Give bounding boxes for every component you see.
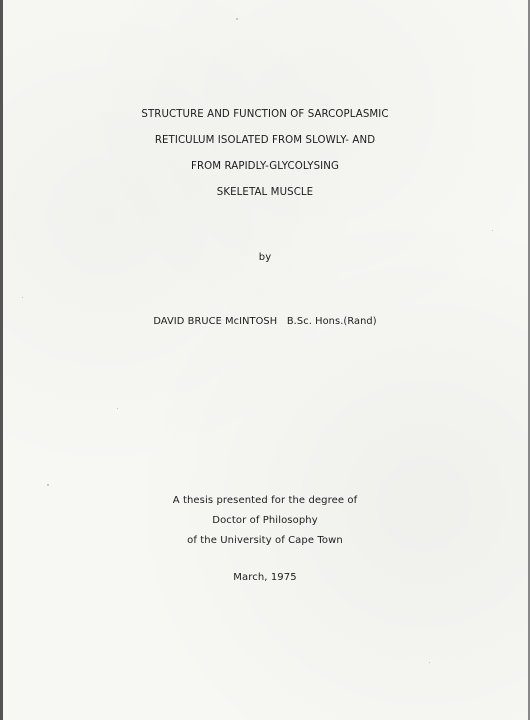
date-line: March, 1975 xyxy=(233,572,297,583)
scan-speck xyxy=(429,662,430,663)
title-line-3: FROM RAPIDLY-GLYCOLYSING xyxy=(191,161,339,172)
scan-speck xyxy=(492,230,493,231)
author-line: DAVID BRUCE McINTOSH B.Sc. Hons.(Rand) xyxy=(153,316,377,327)
scan-speck xyxy=(117,408,118,409)
title-line-1: STRUCTURE AND FUNCTION OF SARCOPLASMIC xyxy=(141,109,389,120)
scan-speck xyxy=(47,484,49,486)
title-line-4: SKELETAL MUSCLE xyxy=(216,187,314,198)
scan-speck xyxy=(22,297,23,298)
by-label: by xyxy=(258,252,272,263)
page-left-edge xyxy=(0,0,3,720)
thesis-line-1: A thesis presented for the degree of xyxy=(172,495,358,506)
thesis-line-3: of the University of Cape Town xyxy=(187,535,343,546)
thesis-line-2: Doctor of Philosophy xyxy=(212,515,318,526)
scan-speck xyxy=(236,18,238,20)
title-line-2: RETICULUM ISOLATED FROM SLOWLY- AND xyxy=(154,135,376,146)
